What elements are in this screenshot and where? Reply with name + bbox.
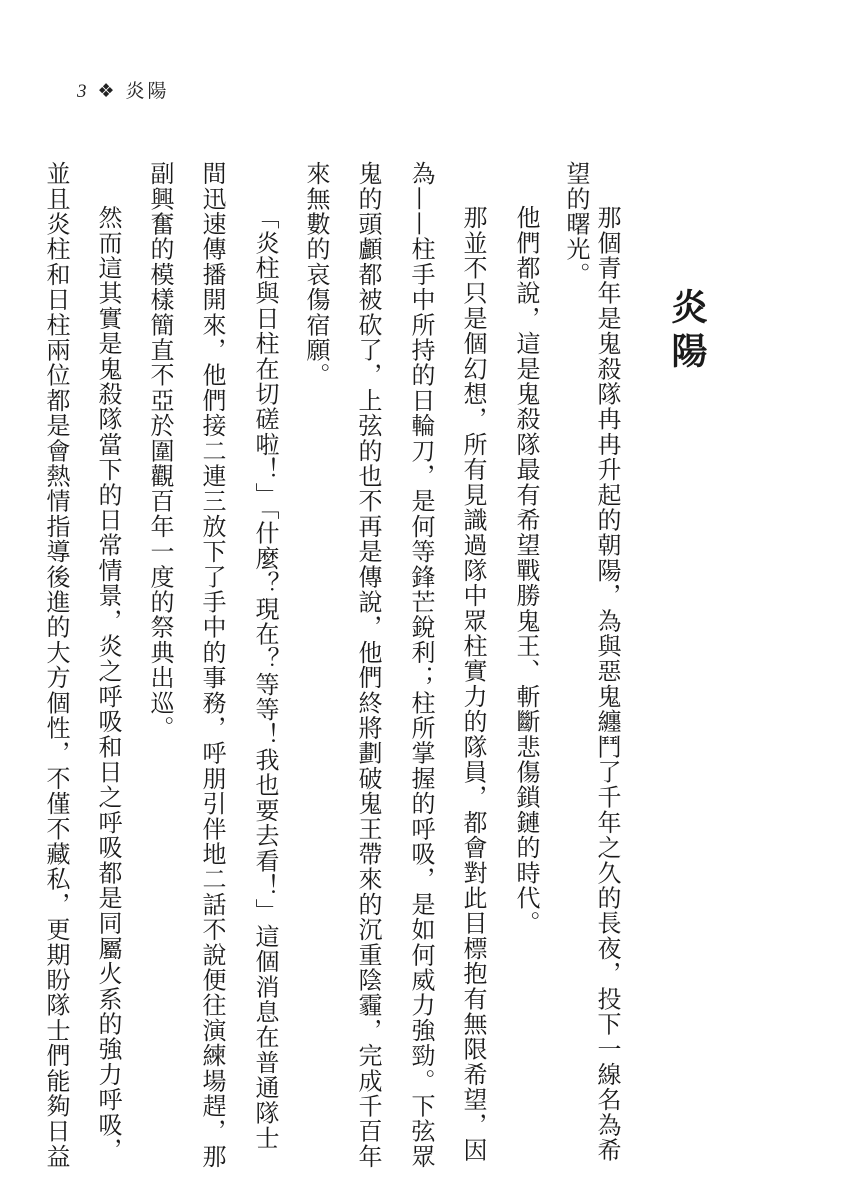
text-column: 望的曙光。 [562,161,590,287]
text-column: 然而這其實是鬼殺隊當下的日常情景，炎之呼吸和日之呼吸都是同屬火系的強力呼吸， [94,205,122,1163]
chapter-title: 炎陽 [666,288,708,376]
running-header [77,76,170,103]
text-column: 那個青年是鬼殺隊冉冉升起的朝陽，為與惡鬼纏鬥了千年之久的長夜，投下一線名為希 [593,205,621,1163]
ornament-icon: ❖ [97,80,118,102]
text-column: 間迅速傳播開來，他們接二連三放下了手中的事務，呼朋引伴地二話不說便往演練場趕，那 [198,161,226,1169]
text-column: 那並不只是個幻想，所有見識過隊中眾柱實力的隊員，都會對此目標抱有無限希望，因 [459,205,487,1163]
page-number: 3 [77,81,90,102]
text-column: 鬼的頭顱都被砍了，上弦的也不再是傳說，他們終將劃破鬼王帶來的沉重陰霾，完成千百年 [354,161,382,1169]
text-column: 他們都說，這是鬼殺隊最有希望戰勝鬼王、斬斷悲傷鎖鏈的時代。 [512,205,540,936]
text-column: 「炎柱與日柱在切磋啦！」「什麼？現在？等等！我也要去看！」這個消息在普通隊士 [251,205,279,1151]
text-column: 並且炎柱和日柱兩位都是會熱情指導後進的大方個性，不僅不藏私，更期盼隊士們能夠日益 [42,161,70,1169]
text-column: 來無數的哀傷宿願。 [302,161,330,388]
text-column: 副興奮的模樣簡直不亞於圍觀百年一度的祭典出巡。 [146,161,174,741]
running-title: 炎陽 [125,80,170,102]
text-column: 為——柱手中所持的日輪刀，是何等鋒芒銳利；柱所掌握的呼吸，是如何威力強勁。下弦眾 [407,161,435,1169]
